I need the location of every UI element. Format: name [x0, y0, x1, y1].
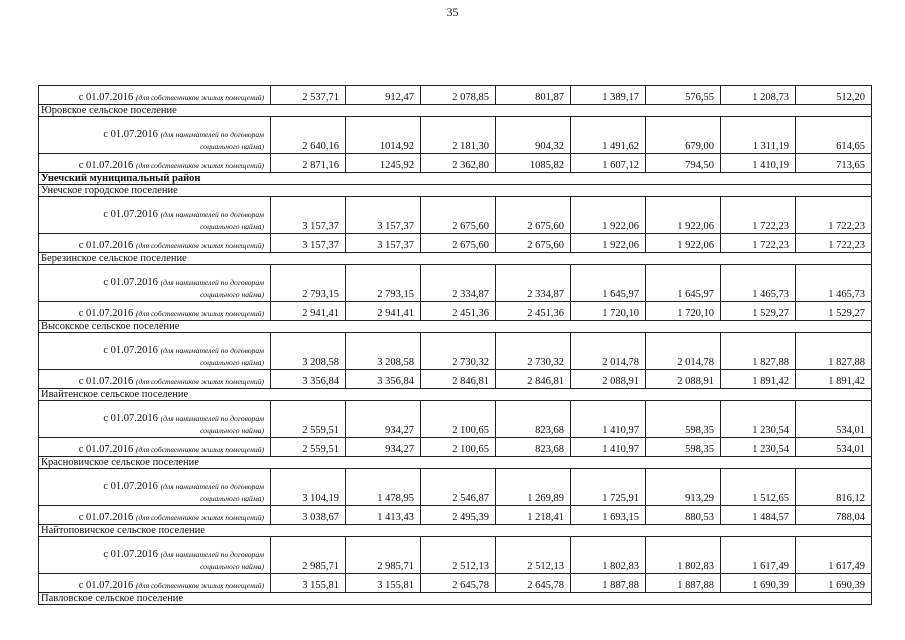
tariff-value-col-7: 1 722,23	[721, 234, 796, 253]
row-label-date: с 01.07.2016	[78, 376, 134, 387]
tariff-value-col-4: 2 675,60	[496, 197, 571, 234]
tariff-value-col-5: 1 725,91	[571, 469, 646, 506]
row-label-date: с 01.07.2016	[78, 160, 134, 171]
tariff-value-col-4: 2 846,81	[496, 370, 571, 389]
settlement-header-row	[39, 389, 872, 401]
row-label	[39, 401, 271, 438]
row-label-line1	[43, 549, 264, 561]
tariff-value-col-8: 788,04	[796, 506, 872, 525]
settlement-header-row	[39, 253, 872, 265]
row-label	[39, 197, 271, 234]
row-label-line1	[43, 129, 264, 141]
tariff-value-col-6: 2 088,91	[646, 370, 721, 389]
tariff-value-col-8: 816,12	[796, 469, 872, 506]
tariff-value-col-4: 801,87	[496, 86, 571, 105]
table-row	[39, 234, 872, 253]
row-label-owners-note: (для собственников жилых помещений)	[135, 377, 264, 386]
tariff-value-col-8: 713,65	[796, 154, 872, 173]
tariff-value-col-6: 2 014,78	[646, 333, 721, 370]
row-label	[39, 370, 271, 389]
tariff-value-col-7: 1 722,23	[721, 197, 796, 234]
tariff-value-col-2: 2 941,41	[346, 302, 421, 321]
tariff-value-col-4: 2 645,78	[496, 574, 571, 593]
row-label	[39, 506, 271, 525]
tariff-value-col-7: 1 827,88	[721, 333, 796, 370]
tariff-value-col-5: 1 410,97	[571, 438, 646, 457]
table-row	[39, 117, 872, 154]
tariff-value-col-5: 1 491,62	[571, 117, 646, 154]
table-row	[39, 197, 872, 234]
tariff-value-col-6: 1 645,97	[646, 265, 721, 302]
tariff-value-col-5: 1 607,12	[571, 154, 646, 173]
tariff-value-col-5: 1 693,15	[571, 506, 646, 525]
row-label-date: с 01.07.2016	[78, 240, 134, 251]
tariff-value-col-5: 1 645,97	[571, 265, 646, 302]
tariff-value-col-8: 614,65	[796, 117, 872, 154]
tariff-value-col-8: 1 529,27	[796, 302, 872, 321]
tariff-value-col-5: 2 014,78	[571, 333, 646, 370]
tariff-value-col-7: 1 891,42	[721, 370, 796, 389]
settlement-name: Юровское сельское поселение	[39, 105, 872, 117]
tariff-value-col-6: 1 802,83	[646, 537, 721, 574]
tariff-value-col-8: 1 690,39	[796, 574, 872, 593]
tariff-value-col-5: 1 887,88	[571, 574, 646, 593]
tariff-value-col-4: 2 512,13	[496, 537, 571, 574]
row-label	[39, 302, 271, 321]
settlement-name: Ивайтенское сельское поселение	[39, 389, 872, 401]
tariff-value-col-7: 1 311,19	[721, 117, 796, 154]
tariff-value-col-5: 1 922,06	[571, 197, 646, 234]
row-label-tenants-note-2: социального найма)	[200, 494, 264, 503]
row-label	[39, 154, 271, 173]
settlement-name: Унечское городское поселение	[39, 185, 872, 197]
row-label	[39, 469, 271, 506]
tariff-value-col-3: 2 730,32	[421, 333, 496, 370]
row-label-line1	[43, 277, 264, 289]
tariff-value-col-6: 1 922,06	[646, 234, 721, 253]
tariff-value-col-7: 1 410,19	[721, 154, 796, 173]
tariff-value-col-2: 912,47	[346, 86, 421, 105]
row-label-line1	[43, 413, 264, 425]
settlement-header-row	[39, 593, 872, 605]
tariff-value-col-8: 1 617,49	[796, 537, 872, 574]
tariff-value-col-1: 3 157,37	[271, 197, 346, 234]
tariff-value-col-3: 2 495,39	[421, 506, 496, 525]
settlement-name: Высокское сельское поселение	[39, 321, 872, 333]
row-label-tenants-note-2: социального найма)	[200, 562, 264, 571]
tariff-value-col-3: 2 100,65	[421, 438, 496, 457]
table-row	[39, 154, 872, 173]
row-label-date: с 01.07.2016	[103, 549, 158, 560]
settlement-header-row	[39, 525, 872, 537]
row-label-owners-note: (для собственников жилых помещений)	[135, 93, 264, 102]
tariff-value-col-3: 2 362,80	[421, 154, 496, 173]
tariff-value-col-6: 1 887,88	[646, 574, 721, 593]
row-label	[39, 117, 271, 154]
row-label-line2	[43, 289, 264, 301]
row-label-tenants-note: (для нанимателей по договорам	[160, 130, 264, 139]
tariff-value-col-5: 1 389,17	[571, 86, 646, 105]
row-label-tenants-note: (для нанимателей по договорам	[160, 414, 264, 423]
table-row	[39, 401, 872, 438]
tariff-value-col-3: 2 181,30	[421, 117, 496, 154]
tariff-value-col-3: 2 451,36	[421, 302, 496, 321]
tariff-value-col-2: 3 157,37	[346, 197, 421, 234]
tariff-table-body	[39, 86, 872, 605]
tariff-value-col-2: 1014,92	[346, 117, 421, 154]
tariff-value-col-5: 1 410,97	[571, 401, 646, 438]
row-label-date: с 01.07.2016	[78, 444, 134, 455]
tariff-value-col-2: 3 208,58	[346, 333, 421, 370]
table-row	[39, 469, 872, 506]
row-label	[39, 438, 271, 457]
tariff-value-col-6: 794,50	[646, 154, 721, 173]
row-label	[39, 86, 271, 105]
tariff-value-col-5: 1 720,10	[571, 302, 646, 321]
row-label-line2	[43, 357, 264, 369]
table-row	[39, 537, 872, 574]
tariff-value-col-3: 2 512,13	[421, 537, 496, 574]
tariff-value-col-6: 576,55	[646, 86, 721, 105]
tariff-value-col-1: 3 155,81	[271, 574, 346, 593]
row-label-tenants-note-2: социального найма)	[200, 142, 264, 151]
tariff-value-col-1: 2 793,15	[271, 265, 346, 302]
tariff-value-col-3: 2 675,60	[421, 234, 496, 253]
district-header-row	[39, 173, 872, 185]
row-label-tenants-note-2: социального найма)	[200, 290, 264, 299]
tariff-value-col-4: 1 218,41	[496, 506, 571, 525]
row-label-tenants-note: (для нанимателей по договорам	[160, 210, 264, 219]
tariff-value-col-2: 1 413,43	[346, 506, 421, 525]
tariff-value-col-6: 880,53	[646, 506, 721, 525]
tariff-value-col-7: 1 617,49	[721, 537, 796, 574]
row-label-tenants-note-2: социального найма)	[200, 358, 264, 367]
row-label-date: с 01.07.2016	[103, 129, 158, 140]
tariff-value-col-6: 679,00	[646, 117, 721, 154]
settlement-name: Павловское сельское поселение	[39, 593, 872, 605]
row-label	[39, 234, 271, 253]
row-label-line2	[43, 221, 264, 233]
tariff-value-col-1: 2 559,51	[271, 438, 346, 457]
tariff-value-col-7: 1 465,73	[721, 265, 796, 302]
tariff-value-col-1: 3 157,37	[271, 234, 346, 253]
tariff-value-col-4: 904,32	[496, 117, 571, 154]
tariff-value-col-3: 2 846,81	[421, 370, 496, 389]
table-row	[39, 265, 872, 302]
tariff-value-col-8: 1 465,73	[796, 265, 872, 302]
tariff-value-col-4: 1085,82	[496, 154, 571, 173]
row-label-date: с 01.07.2016	[78, 580, 134, 591]
tariff-value-col-6: 1 720,10	[646, 302, 721, 321]
tariff-value-col-4: 2 334,87	[496, 265, 571, 302]
row-label-line1	[43, 481, 264, 493]
tariff-value-col-1: 2 985,71	[271, 537, 346, 574]
table-row	[39, 438, 872, 457]
tariff-value-col-4: 2 451,36	[496, 302, 571, 321]
settlement-header-row	[39, 457, 872, 469]
row-label-tenants-note: (для нанимателей по договорам	[160, 346, 264, 355]
tariff-value-col-8: 534,01	[796, 438, 872, 457]
tariff-value-col-8: 512,20	[796, 86, 872, 105]
row-label-tenants-note: (для нанимателей по договорам	[160, 278, 264, 287]
settlement-name: Березинское сельское поселение	[39, 253, 872, 265]
tariff-value-col-3: 2 546,87	[421, 469, 496, 506]
tariff-value-col-1: 2 559,51	[271, 401, 346, 438]
row-label-date: с 01.07.2016	[103, 413, 158, 424]
tariff-value-col-8: 534,01	[796, 401, 872, 438]
tariff-value-col-8: 1 722,23	[796, 197, 872, 234]
row-label-date: с 01.07.2016	[78, 308, 134, 319]
row-label-owners-note: (для собственников жилых помещений)	[135, 241, 264, 250]
row-label	[39, 574, 271, 593]
district-name: Унечский муниципальный район	[39, 173, 872, 185]
tariff-value-col-7: 1 512,65	[721, 469, 796, 506]
row-label-tenants-note-2: социального найма)	[200, 222, 264, 231]
tariff-value-col-6: 913,29	[646, 469, 721, 506]
tariff-value-col-4: 1 269,89	[496, 469, 571, 506]
tariff-value-col-2: 934,27	[346, 438, 421, 457]
table-row	[39, 86, 872, 105]
row-label-tenants-note: (для нанимателей по договорам	[160, 482, 264, 491]
row-label-line2	[43, 561, 264, 573]
settlement-header-row	[39, 321, 872, 333]
row-label-date: с 01.07.2016	[78, 512, 134, 523]
tariff-value-col-1: 2 871,16	[271, 154, 346, 173]
row-label-date: с 01.07.2016	[103, 209, 158, 220]
tariff-value-col-4: 823,68	[496, 438, 571, 457]
row-label-tenants-note: (для нанимателей по договорам	[160, 550, 264, 559]
tariff-value-col-8: 1 891,42	[796, 370, 872, 389]
row-label-line2	[43, 493, 264, 505]
row-label-line1	[43, 345, 264, 357]
tariff-value-col-1: 2 941,41	[271, 302, 346, 321]
row-label	[39, 333, 271, 370]
table-row	[39, 506, 872, 525]
settlement-name: Красновичское сельское поселение	[39, 457, 872, 469]
tariff-value-col-7: 1 690,39	[721, 574, 796, 593]
tariff-value-col-5: 1 802,83	[571, 537, 646, 574]
row-label-line1	[43, 209, 264, 221]
tariff-value-col-3: 2 078,85	[421, 86, 496, 105]
tariff-value-col-2: 1245,92	[346, 154, 421, 173]
tariff-value-col-7: 1 529,27	[721, 302, 796, 321]
tariff-value-col-3: 2 675,60	[421, 197, 496, 234]
tariff-value-col-1: 3 038,67	[271, 506, 346, 525]
row-label-owners-note: (для собственников жилых помещений)	[135, 161, 264, 170]
row-label-owners-note: (для собственников жилых помещений)	[135, 513, 264, 522]
tariff-value-col-8: 1 722,23	[796, 234, 872, 253]
tariff-value-col-1: 2 537,71	[271, 86, 346, 105]
tariff-value-col-5: 1 922,06	[571, 234, 646, 253]
row-label-date: с 01.07.2016	[103, 345, 158, 356]
settlement-header-row	[39, 185, 872, 197]
settlement-name: Найтоповичское сельское поселение	[39, 525, 872, 537]
tariff-value-col-4: 823,68	[496, 401, 571, 438]
tariff-value-col-2: 3 155,81	[346, 574, 421, 593]
tariff-value-col-7: 1 230,54	[721, 401, 796, 438]
tariff-value-col-1: 3 104,19	[271, 469, 346, 506]
tariff-value-col-1: 2 640,16	[271, 117, 346, 154]
tariff-value-col-6: 598,35	[646, 401, 721, 438]
tariff-value-col-2: 2 985,71	[346, 537, 421, 574]
tariff-value-col-2: 3 157,37	[346, 234, 421, 253]
tariff-value-col-6: 1 922,06	[646, 197, 721, 234]
row-label-tenants-note-2: социального найма)	[200, 426, 264, 435]
tariff-value-col-7: 1 208,73	[721, 86, 796, 105]
row-label-owners-note: (для собственников жилых помещений)	[135, 309, 264, 318]
table-row	[39, 333, 872, 370]
tariff-value-col-5: 2 088,91	[571, 370, 646, 389]
settlement-header-row	[39, 105, 872, 117]
tariff-table	[38, 85, 872, 605]
row-label-date: с 01.07.2016	[78, 92, 134, 103]
row-label-date: с 01.07.2016	[103, 481, 158, 492]
tariff-value-col-3: 2 645,78	[421, 574, 496, 593]
tariff-value-col-7: 1 230,54	[721, 438, 796, 457]
tariff-value-col-3: 2 334,87	[421, 265, 496, 302]
tariff-value-col-8: 1 827,88	[796, 333, 872, 370]
tariff-value-col-6: 598,35	[646, 438, 721, 457]
table-row	[39, 574, 872, 593]
tariff-value-col-2: 934,27	[346, 401, 421, 438]
row-label-owners-note: (для собственников жилых помещений)	[135, 445, 264, 454]
table-row	[39, 370, 872, 389]
table-row	[39, 302, 872, 321]
tariff-value-col-1: 3 356,84	[271, 370, 346, 389]
row-label	[39, 537, 271, 574]
page-number: 35	[446, 5, 459, 19]
tariff-value-col-2: 2 793,15	[346, 265, 421, 302]
tariff-value-col-2: 1 478,95	[346, 469, 421, 506]
tariff-value-col-4: 2 730,32	[496, 333, 571, 370]
row-label-line2	[43, 141, 264, 153]
tariff-value-col-3: 2 100,65	[421, 401, 496, 438]
row-label-owners-note: (для собственников жилых помещений)	[135, 581, 264, 590]
row-label	[39, 265, 271, 302]
tariff-value-col-1: 3 208,58	[271, 333, 346, 370]
tariff-value-col-2: 3 356,84	[346, 370, 421, 389]
row-label-line2	[43, 425, 264, 437]
tariff-value-col-7: 1 484,57	[721, 506, 796, 525]
row-label-date: с 01.07.2016	[103, 277, 158, 288]
tariff-value-col-4: 2 675,60	[496, 234, 571, 253]
